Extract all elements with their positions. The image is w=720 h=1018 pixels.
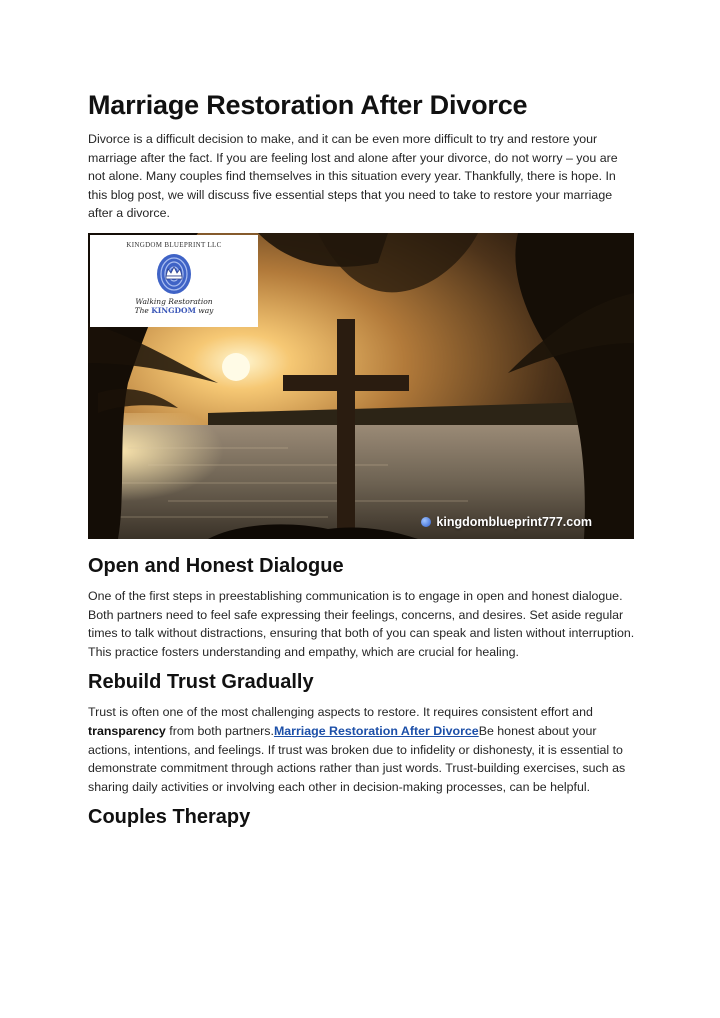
trust-text-2: from both partners. xyxy=(165,723,274,738)
website-watermark xyxy=(421,515,592,529)
section-body-dialogue: One of the first steps in preestablishing communication is to engage in open and honest dialogue. Both partners need to feel safe expressing their feelings, concerns, and desires. Set aside regular times to talk without distractions, ensuring that both of you can speak and listen without interruption. This practice fosters understanding and empathy, which are crucial for healing. xyxy=(88,588,635,659)
trust-text-1: Trust is often one of the most challenging aspects to restore. It requires consistent effort and xyxy=(88,705,593,720)
company-logo xyxy=(90,235,258,327)
fingerprint-crown-icon xyxy=(154,252,194,296)
section-heading-dialogue: Open and Honest Dialogue xyxy=(88,554,344,577)
globe-icon xyxy=(421,517,431,527)
intro-paragraph: Divorce is a difficult decision to make, and it can be even more difficult to try and restore your marriage after the fact. If you are feeling lost and alone after your divorce, do not worry – you are not alone. Many couples find themselves in this situation every year. Thankfully, there is hope. In this blog post, we will discuss five essential steps that you need to take to restore your marriage after a divorce. xyxy=(88,132,618,221)
logo-tagline-2-prefix: The xyxy=(134,305,152,315)
section-heading-therapy: Couples Therapy xyxy=(88,806,251,829)
logo-tagline-2-name: KINGDOM xyxy=(151,305,196,315)
document-page xyxy=(88,88,636,838)
hero-image xyxy=(88,233,634,539)
section-heading-trust: Rebuild Trust Gradually xyxy=(88,671,314,694)
article-title: Marriage Restoration After Divorce xyxy=(88,90,528,120)
section-body-trust xyxy=(88,703,636,796)
logo-tagline-1: Walking Restoration xyxy=(135,296,213,306)
trust-text-3: Be honest about your actions, intentions, and feelings. If trust was broken due to infidelity or dishonesty, it is essential to demonstrate commitment through actions rather than just words. Trust-building exercises, such as sharing daily activities or involving each other in decision-making processes, can be helpful. xyxy=(88,723,626,794)
logo-tagline-2 xyxy=(90,306,258,316)
logo-tagline-2-suffix: way xyxy=(195,305,214,315)
watermark-text: kingdomblueprint777.com xyxy=(436,514,592,529)
logo-company-name: KINGDOM BLUEPRINT LLC xyxy=(126,240,222,249)
marriage-restoration-link[interactable]: Marriage Restoration After Divorce xyxy=(273,723,479,738)
trust-bold-transparency: transparency xyxy=(88,723,166,738)
